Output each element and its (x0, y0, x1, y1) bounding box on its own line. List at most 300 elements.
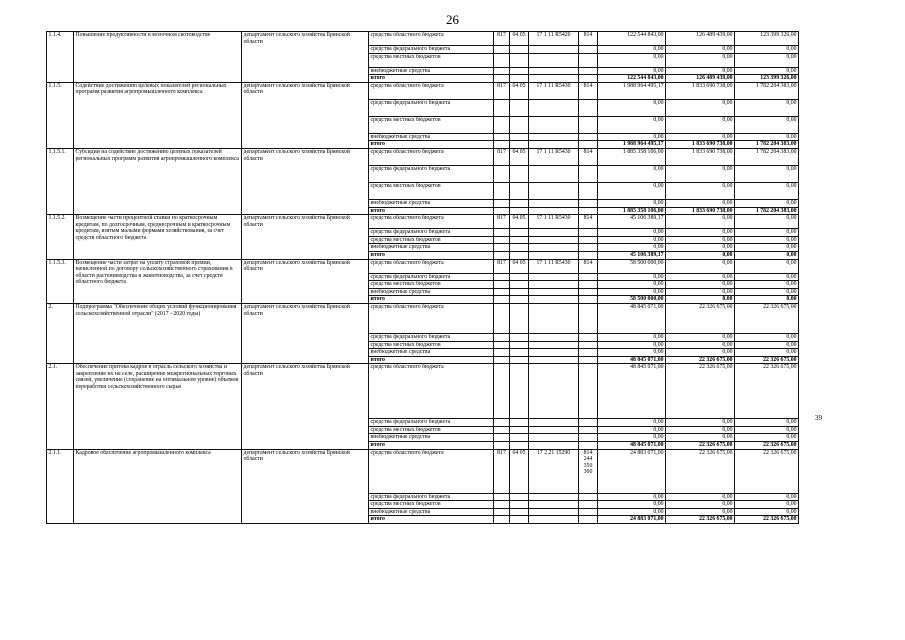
amount-year-2: 0,00 (666, 349, 735, 357)
amount-year-1: 48 845 071,00 (598, 303, 666, 333)
funding-source: средства областного бюджета (369, 148, 494, 165)
code-csr-empty (529, 67, 579, 75)
code-csr-empty (529, 46, 579, 54)
code-rzpr-empty (510, 133, 529, 141)
code-rzpr-empty (510, 516, 529, 524)
code-vr-empty (579, 116, 598, 133)
amount-year-1: 0,00 (598, 46, 666, 54)
amount-year-1: 0,00 (598, 333, 666, 341)
item-title: Повышение продуктивности в молочном скотоводстве (74, 32, 242, 83)
code-csr-empty (529, 501, 579, 509)
amount-year-3: 0,00 (735, 116, 799, 133)
amount-year-2: 0,00 (666, 259, 735, 273)
funding-source: внебюджетные средства (369, 244, 494, 252)
amount-year-1: 0,00 (598, 116, 666, 133)
item-title: Обеспечение притока кадров в отрасль сельского хозяйства и закрепление их на селе, расширение межрегиональных торговых связей, увеличение (сохранение на оптимальном уровне) объемов переработки сельскохозяйственного сырья (74, 364, 242, 449)
funding-source: средства областного бюджета (369, 32, 494, 46)
amount-year-3: 0,00 (735, 419, 799, 427)
amount-year-1: 0,00 (598, 434, 666, 442)
code-vr-line: 360 (583, 469, 593, 476)
code-vr-empty (579, 273, 598, 281)
amount-year-3: 0,00 (735, 296, 799, 304)
code-rzpr-empty (510, 141, 529, 149)
code-grbs-empty (494, 99, 510, 116)
code-csr-empty (529, 442, 579, 450)
amount-year-2: 0,00 (666, 215, 735, 229)
funding-source: средства областного бюджета (369, 449, 494, 493)
code-vr-line: 814 (583, 148, 593, 155)
margin-note: 39 (815, 414, 822, 422)
code-grbs-empty (494, 341, 510, 349)
amount-year-3: 0,00 (735, 46, 799, 54)
funding-source: средства местных бюджетов (369, 426, 494, 434)
code-grbs: 817 (494, 215, 510, 229)
amount-year-1: 0,00 (598, 165, 666, 182)
amount-year-1: 1 885 358 106,00 (598, 148, 666, 165)
funding-source: средства местных бюджетов (369, 182, 494, 199)
code-grbs-empty (494, 199, 510, 207)
amount-year-2: 0,00 (666, 341, 735, 349)
code-csr-empty (529, 236, 579, 244)
funding-source: итого (369, 251, 494, 259)
code-csr-empty (529, 426, 579, 434)
amount-year-2: 22 326 675,00 (666, 442, 735, 450)
funding-source: средства местных бюджетов (369, 116, 494, 133)
funding-source: итого (369, 296, 494, 304)
amount-year-2: 22 326 675,00 (666, 303, 735, 333)
item-executor: департамент сельского хозяйства Брянской области (242, 148, 369, 214)
amount-year-3: 0,00 (735, 508, 799, 516)
code-csr: 17 1 11 R5430 (529, 259, 579, 273)
budget-table (46, 31, 799, 524)
code-vr-line: 814 (583, 32, 593, 38)
amount-year-2: 0,00 (666, 501, 735, 509)
amount-year-2: 1 833 690 738,00 (666, 148, 735, 165)
amount-year-3: 0,00 (735, 349, 799, 357)
amount-year-2: 0,00 (666, 229, 735, 237)
code-csr-empty (529, 333, 579, 341)
code-grbs-empty (494, 53, 510, 67)
code-vr-empty (579, 288, 598, 296)
item-executor: департамент сельского хозяйства Брянской области (242, 449, 369, 523)
amount-year-3: 22 326 675,00 (735, 356, 799, 364)
item-executor: департамент сельского хозяйства Брянской области (242, 82, 369, 148)
amount-year-2: 0,00 (666, 419, 735, 427)
amount-year-1: 48 845 071,00 (598, 364, 666, 419)
code-csr-empty (529, 116, 579, 133)
table-row (47, 259, 799, 273)
amount-year-3: 22 326 675,00 (735, 516, 799, 524)
amount-year-1: 0,00 (598, 349, 666, 357)
code-rzpr-empty (510, 273, 529, 281)
amount-year-3: 0,00 (735, 199, 799, 207)
amount-year-1: 0,00 (598, 199, 666, 207)
code-rzpr-empty (510, 508, 529, 516)
code-grbs (494, 303, 510, 333)
code-csr: 17 1 11 R5430 (529, 148, 579, 165)
funding-source: средства федерального бюджета (369, 273, 494, 281)
funding-source: средства областного бюджета (369, 82, 494, 99)
code-csr-empty (529, 296, 579, 304)
amount-year-3: 0,00 (735, 251, 799, 259)
amount-year-2: 126 489 439,00 (666, 75, 735, 83)
code-vr-empty (579, 46, 598, 54)
amount-year-1: 0,00 (598, 501, 666, 509)
code-vr-empty (579, 251, 598, 259)
amount-year-3: 0,00 (735, 67, 799, 75)
amount-year-3: 1 782 204 383,00 (735, 148, 799, 165)
amount-year-2: 22 326 675,00 (666, 449, 735, 493)
item-index: 2.1. (47, 364, 74, 449)
amount-year-3: 1 782 204 383,00 (735, 82, 799, 99)
amount-year-3: 0,00 (735, 99, 799, 116)
amount-year-1: 45 106 389,17 (598, 251, 666, 259)
amount-year-2: 0,00 (666, 116, 735, 133)
table-row (47, 449, 799, 493)
code-rzpr-empty (510, 493, 529, 501)
code-grbs-empty (494, 356, 510, 364)
code-rzpr-empty (510, 229, 529, 237)
code-grbs-empty (494, 182, 510, 199)
code-vr (579, 32, 598, 46)
code-csr-empty (529, 273, 579, 281)
amount-year-1: 0,00 (598, 508, 666, 516)
amount-year-1: 24 883 071,00 (598, 516, 666, 524)
amount-year-1: 0,00 (598, 493, 666, 501)
amount-year-2: 0,00 (666, 288, 735, 296)
code-csr-empty (529, 199, 579, 207)
amount-year-2: 0,00 (666, 133, 735, 141)
code-csr-empty (529, 75, 579, 83)
funding-source: итого (369, 141, 494, 149)
item-executor: департамент сельского хозяйства Брянской области (242, 215, 369, 259)
code-rzpr-empty (510, 182, 529, 199)
code-vr-empty (579, 182, 598, 199)
code-rzpr-empty (510, 349, 529, 357)
amount-year-1: 1 988 964 495,17 (598, 82, 666, 99)
code-rzpr-empty (510, 116, 529, 133)
code-csr: 17 1 11 R5430 (529, 215, 579, 229)
item-title: Подпрограмма "Обеспечение общих условий функционирования сельскохозяйственной отрасли" (2017 - 2020 годы) (74, 303, 242, 363)
code-grbs-empty (494, 442, 510, 450)
code-csr: 17 1 11 R5430 (529, 82, 579, 99)
amount-year-2: 22 326 675,00 (666, 516, 735, 524)
amount-year-3: 0,00 (735, 273, 799, 281)
amount-year-2: 0,00 (666, 182, 735, 199)
code-grbs-empty (494, 251, 510, 259)
code-csr-empty (529, 244, 579, 252)
funding-source: внебюджетные средства (369, 508, 494, 516)
code-rzpr-empty (510, 46, 529, 54)
code-vr (579, 364, 598, 419)
page-number: 26 (446, 12, 459, 27)
table-row (47, 303, 799, 333)
funding-source: внебюджетные средства (369, 288, 494, 296)
code-rzpr-empty (510, 426, 529, 434)
code-grbs-empty (494, 508, 510, 516)
code-rzpr-empty (510, 341, 529, 349)
code-rzpr-empty (510, 251, 529, 259)
funding-source: средства федерального бюджета (369, 165, 494, 182)
code-rzpr: 04 05 (510, 449, 529, 493)
item-index: 2. (47, 303, 74, 363)
amount-year-1: 122 544 843,00 (598, 75, 666, 83)
funding-source: средства федерального бюджета (369, 493, 494, 501)
code-grbs-empty (494, 288, 510, 296)
amount-year-3: 0,00 (735, 259, 799, 273)
code-rzpr-empty (510, 333, 529, 341)
code-rzpr-empty (510, 165, 529, 182)
amount-year-2: 22 326 675,00 (666, 364, 735, 419)
amount-year-2: 0,00 (666, 333, 735, 341)
amount-year-3: 0,00 (735, 229, 799, 237)
amount-year-2: 0,00 (666, 244, 735, 252)
item-executor: департамент сельского хозяйства Брянской области (242, 303, 369, 363)
table-row (47, 364, 799, 419)
amount-year-2: 0,00 (666, 251, 735, 259)
amount-year-1: 0,00 (598, 281, 666, 289)
code-csr-empty (529, 251, 579, 259)
code-grbs-empty (494, 236, 510, 244)
amount-year-2: 0,00 (666, 493, 735, 501)
code-vr-empty (579, 501, 598, 509)
amount-year-3: 0,00 (735, 493, 799, 501)
code-rzpr: 04 05 (510, 259, 529, 273)
funding-source: внебюджетные средства (369, 349, 494, 357)
funding-source: итого (369, 442, 494, 450)
amount-year-3: 22 326 675,00 (735, 449, 799, 493)
code-vr-empty (579, 229, 598, 237)
table-row (47, 82, 799, 99)
amount-year-1: 0,00 (598, 133, 666, 141)
code-rzpr: 04 05 (510, 215, 529, 229)
code-grbs-empty (494, 281, 510, 289)
item-index: 1.1.5.1. (47, 148, 74, 214)
code-rzpr (510, 364, 529, 419)
amount-year-1: 0,00 (598, 288, 666, 296)
code-rzpr-empty (510, 288, 529, 296)
code-rzpr-empty (510, 199, 529, 207)
amount-year-1: 0,00 (598, 182, 666, 199)
item-index: 1.1.5.3. (47, 259, 74, 303)
funding-source: средства областного бюджета (369, 303, 494, 333)
code-grbs-empty (494, 46, 510, 54)
amount-year-1: 0,00 (598, 426, 666, 434)
code-csr-empty (529, 281, 579, 289)
code-vr-empty (579, 341, 598, 349)
code-rzpr-empty (510, 75, 529, 83)
item-title: Возмещение части процентной ставки по краткосрочным кредитам, по долгосрочным, среднесрочным и краткосрочным кредитам, взятым малыми формами хозяйствования, за счет средств областного бюджета (74, 215, 242, 259)
code-grbs-empty (494, 133, 510, 141)
code-rzpr-empty (510, 296, 529, 304)
amount-year-2: 0,00 (666, 67, 735, 75)
amount-year-2: 1 833 690 738,00 (666, 207, 735, 215)
code-vr (579, 449, 598, 493)
amount-year-2: 0,00 (666, 273, 735, 281)
amount-year-1: 0,00 (598, 244, 666, 252)
code-rzpr-empty (510, 244, 529, 252)
code-csr-empty (529, 182, 579, 199)
code-vr-empty (579, 296, 598, 304)
amount-year-2: 0,00 (666, 165, 735, 182)
code-rzpr: 04 05 (510, 32, 529, 46)
code-rzpr-empty (510, 236, 529, 244)
code-vr-line: 814 (583, 82, 593, 89)
funding-source: итого (369, 207, 494, 215)
code-grbs-empty (494, 165, 510, 182)
code-csr (529, 364, 579, 419)
code-csr-empty (529, 141, 579, 149)
funding-source: внебюджетные средства (369, 133, 494, 141)
item-title: Субсидии на содействие достижению целевых показателей региональных программ развития агропромышленного комплекса (74, 148, 242, 214)
code-rzpr (510, 303, 529, 333)
code-csr-empty (529, 133, 579, 141)
code-rzpr-empty (510, 207, 529, 215)
code-csr-empty (529, 288, 579, 296)
funding-source: средства областного бюджета (369, 259, 494, 273)
amount-year-3: 0,00 (735, 244, 799, 252)
amount-year-1: 1 885 358 106,00 (598, 207, 666, 215)
item-title: Содействие достижению целевых показателей региональных программ развития агропромышленного комплекса (74, 82, 242, 148)
code-vr-empty (579, 356, 598, 364)
table-body (47, 32, 799, 524)
code-csr: 17 2 21 15290 (529, 449, 579, 493)
code-vr-empty (579, 442, 598, 450)
code-vr-empty (579, 99, 598, 116)
code-grbs: 817 (494, 148, 510, 165)
amount-year-3: 0,00 (735, 288, 799, 296)
item-index: 2.1.1. (47, 449, 74, 523)
table-row (47, 148, 799, 165)
item-title: Кадровое обеспечение агропромышленного комплекса (74, 449, 242, 523)
code-csr-empty (529, 434, 579, 442)
code-rzpr-empty (510, 67, 529, 75)
amount-year-2: 22 326 675,00 (666, 356, 735, 364)
code-vr (579, 148, 598, 165)
code-rzpr-empty (510, 442, 529, 450)
code-grbs: 817 (494, 259, 510, 273)
code-rzpr-empty (510, 434, 529, 442)
code-vr-empty (579, 493, 598, 501)
code-grbs-empty (494, 244, 510, 252)
code-vr-empty (579, 75, 598, 83)
amount-year-1: 1 988 964 495,17 (598, 141, 666, 149)
amount-year-3: 22 326 675,00 (735, 364, 799, 419)
amount-year-1: 0,00 (598, 273, 666, 281)
code-grbs-empty (494, 349, 510, 357)
amount-year-1: 0,00 (598, 341, 666, 349)
code-csr-empty (529, 508, 579, 516)
amount-year-2: 0,00 (666, 236, 735, 244)
code-vr-empty (579, 333, 598, 341)
amount-year-3: 0,00 (735, 281, 799, 289)
funding-source: средства местных бюджетов (369, 53, 494, 67)
code-vr (579, 82, 598, 99)
code-csr-empty (529, 341, 579, 349)
funding-source: итого (369, 356, 494, 364)
code-vr-line: 350 (583, 462, 593, 469)
code-grbs-empty (494, 333, 510, 341)
funding-source: средства местных бюджетов (369, 281, 494, 289)
amount-year-2: 0,00 (666, 53, 735, 67)
amount-year-2: 126 489 439,00 (666, 32, 735, 46)
code-grbs-empty (494, 493, 510, 501)
funding-source: внебюджетные средства (369, 434, 494, 442)
funding-source: средства федерального бюджета (369, 229, 494, 237)
item-executor: департамент сельского хозяйства Брянской области (242, 259, 369, 303)
item-index: 1.1.4. (47, 32, 74, 83)
code-rzpr-empty (510, 281, 529, 289)
code-grbs (494, 364, 510, 419)
code-csr-empty (529, 207, 579, 215)
funding-source: внебюджетные средства (369, 199, 494, 207)
code-vr-line: 244 (583, 456, 593, 463)
code-rzpr-empty (510, 356, 529, 364)
funding-source: средства федерального бюджета (369, 333, 494, 341)
code-vr-empty (579, 67, 598, 75)
amount-year-1: 58 500 000,00 (598, 296, 666, 304)
code-vr-empty (579, 53, 598, 67)
code-csr-empty (529, 53, 579, 67)
code-vr-empty (579, 133, 598, 141)
item-executor: департамент сельского хозяйства Брянской области (242, 364, 369, 449)
code-vr-empty (579, 199, 598, 207)
code-grbs-empty (494, 434, 510, 442)
code-vr-empty (579, 165, 598, 182)
table-row (47, 32, 799, 46)
code-vr-empty (579, 508, 598, 516)
code-grbs: 817 (494, 82, 510, 99)
code-csr-empty (529, 419, 579, 427)
code-grbs-empty (494, 229, 510, 237)
code-grbs-empty (494, 116, 510, 133)
code-vr (579, 303, 598, 333)
code-grbs-empty (494, 207, 510, 215)
amount-year-3: 123 399 326,00 (735, 32, 799, 46)
amount-year-1: 48 845 071,00 (598, 442, 666, 450)
funding-source: средства местных бюджетов (369, 341, 494, 349)
item-title: Возмещение части затрат на уплату страховой премии, начисленной по договору сельскохозяйственного страхования в области растениеводства и животноводства, за счет средств областного бюджета (74, 259, 242, 303)
funding-source: итого (369, 75, 494, 83)
code-rzpr-empty (510, 99, 529, 116)
amount-year-3: 0,00 (735, 182, 799, 199)
amount-year-1: 0,00 (598, 236, 666, 244)
code-rzpr-empty (510, 53, 529, 67)
funding-source: средства областного бюджета (369, 364, 494, 419)
amount-year-3: 1 782 204 383,00 (735, 141, 799, 149)
amount-year-3: 0,00 (735, 333, 799, 341)
code-vr (579, 259, 598, 273)
item-executor: департамент сельского хозяйства Брянской области (242, 32, 369, 83)
table-row (47, 215, 799, 229)
amount-year-3: 0,00 (735, 133, 799, 141)
amount-year-3: 0,00 (735, 501, 799, 509)
amount-year-1: 45 106 389,17 (598, 215, 666, 229)
amount-year-2: 0,00 (666, 199, 735, 207)
code-csr-empty (529, 493, 579, 501)
amount-year-3: 0,00 (735, 53, 799, 67)
amount-year-3: 0,00 (735, 165, 799, 182)
code-vr-empty (579, 516, 598, 524)
amount-year-1: 58 500 000,00 (598, 259, 666, 273)
code-rzpr: 04 05 (510, 148, 529, 165)
code-vr-line: 814 (583, 449, 593, 456)
code-grbs-empty (494, 426, 510, 434)
code-grbs-empty (494, 296, 510, 304)
code-grbs: 817 (494, 449, 510, 493)
amount-year-3: 0,00 (735, 236, 799, 244)
funding-source: средства местных бюджетов (369, 501, 494, 509)
